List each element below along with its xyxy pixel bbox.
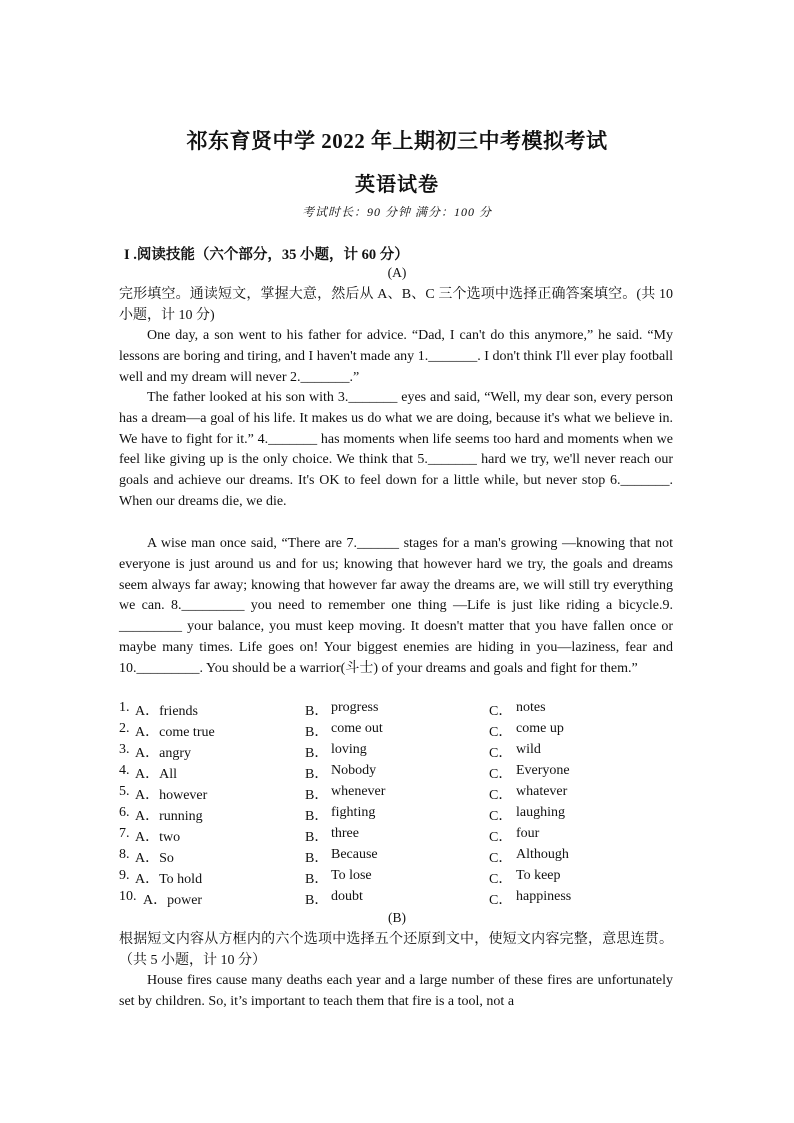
exam-subtitle: 英语试卷 <box>355 174 439 196</box>
option-c-letter: C． <box>489 851 513 866</box>
option-c: happiness <box>516 889 572 904</box>
option-b-letter: B． <box>305 809 329 824</box>
option-a: A．come true <box>135 725 215 740</box>
option-c: Everyone <box>516 763 570 778</box>
option-b-letter: B． <box>305 767 329 782</box>
option-b: Because <box>331 847 378 862</box>
option-b-letter: B． <box>305 704 329 719</box>
option-number: 9. <box>119 868 130 883</box>
option-c: Although <box>516 847 569 862</box>
option-row <box>119 700 679 721</box>
option-a: A．So <box>135 851 174 866</box>
option-c-letter: C． <box>489 893 513 908</box>
option-b-letter: B． <box>305 893 329 908</box>
option-b-letter: B． <box>305 872 329 887</box>
option-a: A．running <box>135 809 203 824</box>
option-row <box>119 721 679 742</box>
option-b-letter: B． <box>305 788 329 803</box>
option-number: 4. <box>119 763 130 778</box>
option-b: three <box>331 826 359 841</box>
option-b: Nobody <box>331 763 377 778</box>
option-c-letter: C． <box>489 788 513 803</box>
option-c: four <box>516 826 540 841</box>
part-a-label: (A) <box>387 265 407 280</box>
option-c-letter: C． <box>489 872 513 887</box>
option-c: laughing <box>516 805 565 820</box>
option-c-letter: C． <box>489 746 513 761</box>
exam-title: 祁东育贤中学 2022 年上期初三中考模拟考试 <box>186 129 608 153</box>
section-heading: I .阅读技能（六个部分，35 小题，计 60 分） <box>124 247 409 263</box>
option-a: A．friends <box>135 704 198 719</box>
option-a: A．power <box>143 893 203 908</box>
option-b: loving <box>331 742 367 757</box>
option-number: 2. <box>119 721 130 736</box>
option-a: A．angry <box>135 746 191 761</box>
option-number: 5. <box>119 784 130 799</box>
option-number: 3. <box>119 742 130 757</box>
option-row <box>119 826 679 847</box>
option-row <box>119 805 679 826</box>
option-number: 8. <box>119 847 130 862</box>
option-b: come out <box>331 721 383 736</box>
option-number: 7. <box>119 826 130 841</box>
option-row <box>119 763 679 784</box>
part-a-paragraph-3: A wise man once said, “There are 7.______ stages for a man's growing —knowing that not everyone is just around us and for us; knowing that however hard we try, the goals and dreams seem always far away; knowing that however far away the dreams are, we will still try everything we can. 8._________ you need to remember one thing —Life is just like riding a bicycle.9. _________ your balance, you must keep moving. It doesn't matter that you have fallen once or maybe many times. Life goes on! Your biggest enemies are hiding in you—laziness, fear and 10._________. You should be a warrior(斗士) of your dreams and goals and fight for them.” <box>119 536 673 676</box>
exam-meta: 考试时长：90 分钟 满分：100 分 <box>301 205 492 219</box>
option-b-letter: B． <box>305 830 329 845</box>
option-a: A．All <box>135 767 177 782</box>
option-b: whenever <box>331 784 386 799</box>
option-c: whatever <box>516 784 568 799</box>
option-c-letter: C． <box>489 830 513 845</box>
option-c: wild <box>516 742 541 757</box>
option-a: A．two <box>135 830 181 845</box>
option-b: To lose <box>331 868 372 883</box>
option-b-letter: B． <box>305 725 329 740</box>
option-row <box>119 889 679 910</box>
option-c-letter: C． <box>489 767 513 782</box>
option-c: come up <box>516 721 564 736</box>
option-row <box>119 784 679 805</box>
part-a-paragraph-1: One day, a son went to his father for advice. “Dad, I can't do this anymore,” he said. “My lessons are boring and tiring, and I haven't made any 1._______. I don't think I'll ever play football well and my dream will never 2._______.” <box>119 328 673 385</box>
option-c-letter: C． <box>489 704 513 719</box>
part-a-paragraph-2: The father looked at his son with 3._______ eyes and said, “Well, my dear son, every person has a dream—a goal of his life. It makes us do what we are doing, because it's what we believe in. We have to fight for it.” 4._______ has moments when life seems too hard and moments when we feel like giving up is the only choice. We think that 5._______ hard we try, we'll never reach our goals and achieve our dreams. It's OK to feel down for a little while, but never stop 6._______. When our dreams die, we die. <box>119 390 673 509</box>
option-c: To keep <box>516 868 561 883</box>
option-b-letter: B． <box>305 746 329 761</box>
option-b: doubt <box>331 889 363 904</box>
option-c-letter: C． <box>489 809 513 824</box>
option-b: progress <box>331 700 379 715</box>
option-number: 1. <box>119 700 130 715</box>
option-row <box>119 742 679 763</box>
option-number: 6. <box>119 805 130 820</box>
part-a-instruction: 完形填空。通读短文，掌握大意，然后从 A、B、C 三个选项中选择正确答案填空。(共 10 小题，计 10 分) <box>119 287 673 323</box>
option-row <box>119 847 679 868</box>
option-b: fighting <box>331 805 376 820</box>
option-a: A．however <box>135 788 208 803</box>
option-b-letter: B． <box>305 851 329 866</box>
part-b-paragraph-1: House fires cause many deaths each year and a large number of these fires are unfortunately set by children. So, it’s important to teach them that fire is a tool, not a <box>119 973 673 1009</box>
option-c: notes <box>516 700 546 715</box>
part-b-label: (B) <box>388 910 406 925</box>
option-number: 10. <box>119 889 137 904</box>
option-a: A．To hold <box>135 872 203 887</box>
option-c-letter: C． <box>489 725 513 740</box>
option-row <box>119 868 679 889</box>
part-b-instruction: 根据短文内容从方框内的六个选项中选择五个还原到文中，使短文内容完整，意思连贯。（共 5 小题，计 10 分） <box>119 932 673 968</box>
